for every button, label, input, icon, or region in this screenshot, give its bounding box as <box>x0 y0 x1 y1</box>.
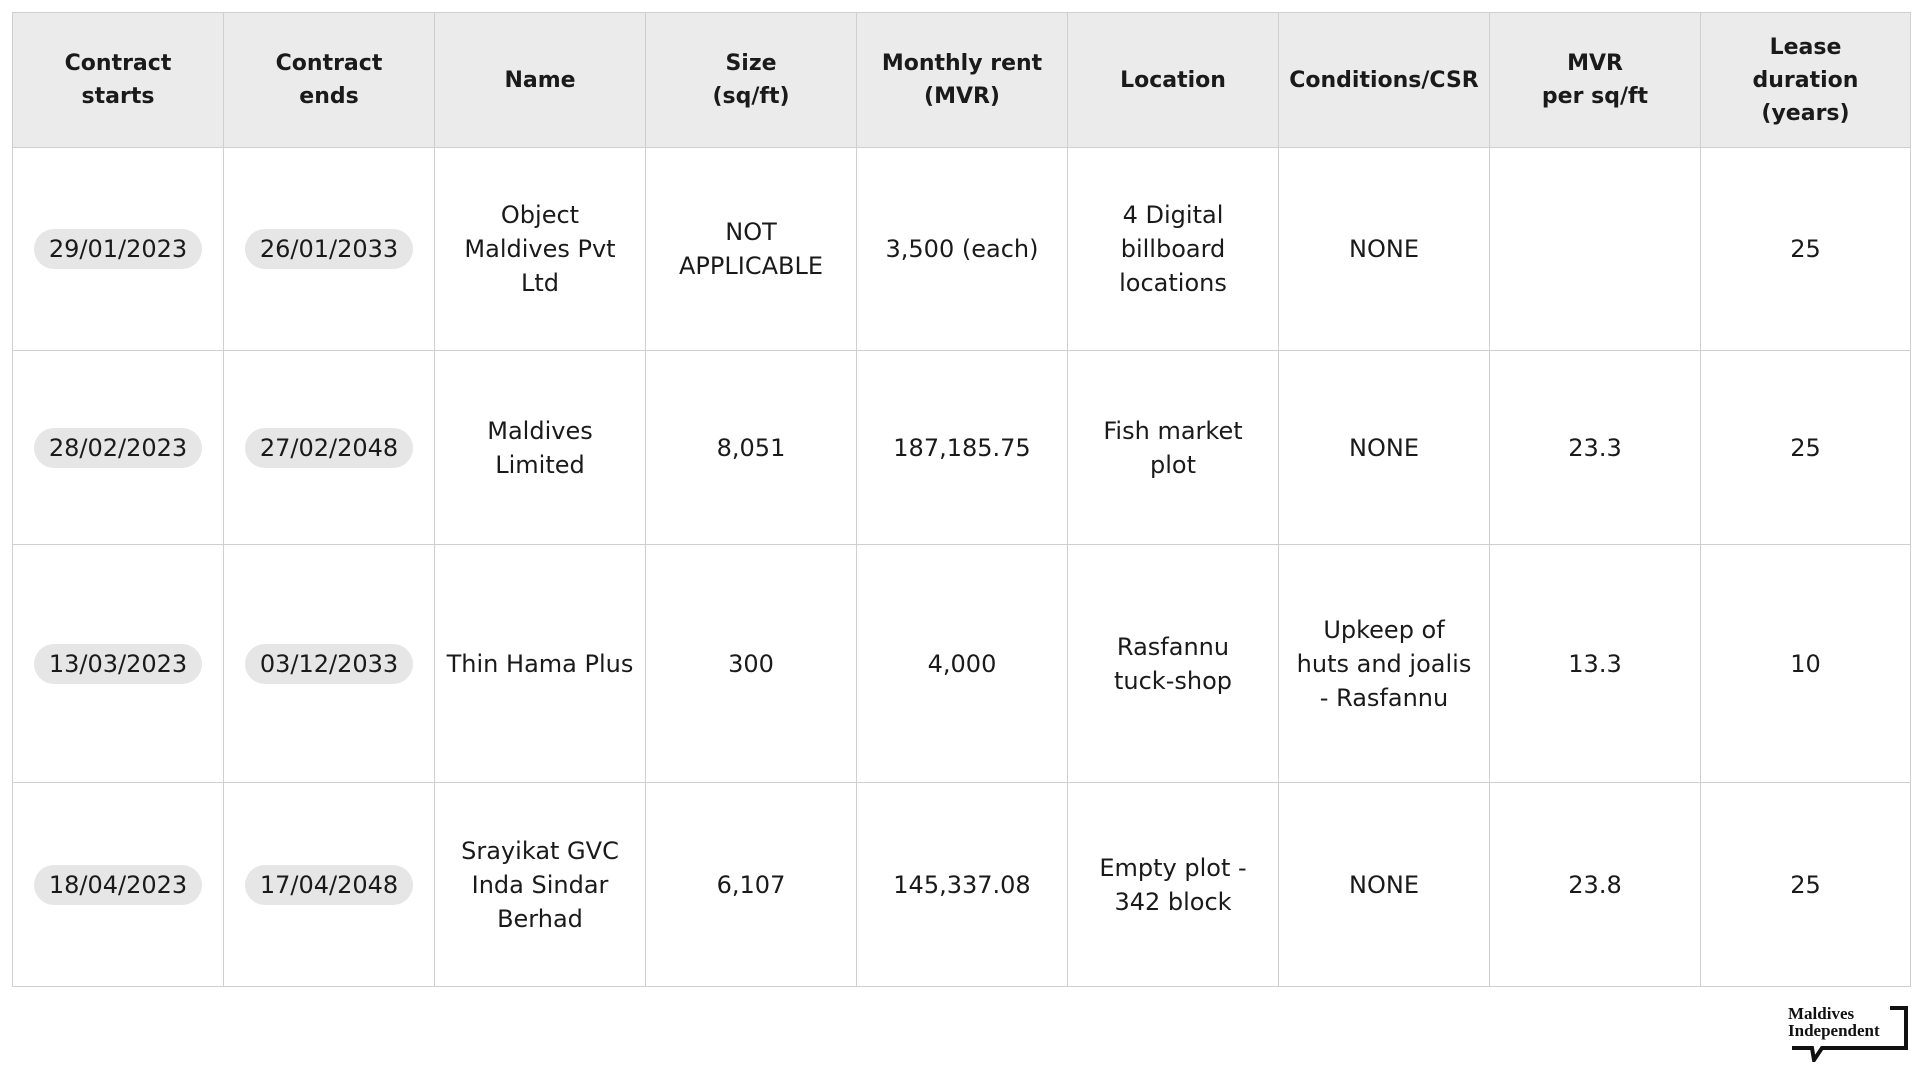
cell-mvr-per-sqft <box>1490 148 1701 351</box>
cell-contract-ends <box>224 148 435 351</box>
cell-name: Thin Hama Plus <box>435 545 646 783</box>
cell-conditions: NONE <box>1279 148 1490 351</box>
header-contract-ends: Contract ends <box>224 13 435 148</box>
cell-monthly-rent: 3,500 (each) <box>857 148 1068 351</box>
cell-name: Srayikat GVC Inda Sindar Berhad <box>435 783 646 987</box>
cell-conditions: NONE <box>1279 783 1490 987</box>
table-row <box>13 351 1911 545</box>
cell-size: 8,051 <box>646 351 857 545</box>
cell-lease-duration: 10 <box>1701 545 1911 783</box>
header-contract-starts: Contract starts <box>13 13 224 148</box>
date-pill: 26/01/2033 <box>245 229 413 269</box>
cell-location: 4 Digital billboard locations <box>1068 148 1279 351</box>
cell-location: Rasfannu tuck-shop <box>1068 545 1279 783</box>
table-row <box>13 148 1911 351</box>
cell-size: NOT APPLICABLE <box>646 148 857 351</box>
table-row <box>13 545 1911 783</box>
cell-lease-duration: 25 <box>1701 148 1911 351</box>
cell-contract-ends <box>224 545 435 783</box>
header-monthly-rent: Monthly rent (MVR) <box>857 13 1068 148</box>
cell-location: Fish market plot <box>1068 351 1279 545</box>
lease-contracts-table <box>12 12 1911 987</box>
cell-size: 6,107 <box>646 783 857 987</box>
svg-text:Independent: Independent <box>1788 1021 1880 1040</box>
date-pill: 18/04/2023 <box>34 865 202 905</box>
cell-contract-starts <box>13 351 224 545</box>
date-pill: 29/01/2023 <box>34 229 202 269</box>
header-mvr-per-sqft: MVR per sq/ft <box>1490 13 1701 148</box>
cell-location: Empty plot - 342 block <box>1068 783 1279 987</box>
cell-mvr-per-sqft: 13.3 <box>1490 545 1701 783</box>
date-pill: 03/12/2033 <box>245 644 413 684</box>
cell-contract-starts <box>13 783 224 987</box>
date-pill: 13/03/2023 <box>34 644 202 684</box>
cell-monthly-rent: 187,185.75 <box>857 351 1068 545</box>
cell-name: Object Maldives Pvt Ltd <box>435 148 646 351</box>
header-size: Size (sq/ft) <box>646 13 857 148</box>
cell-lease-duration: 25 <box>1701 783 1911 987</box>
cell-monthly-rent: 145,337.08 <box>857 783 1068 987</box>
cell-mvr-per-sqft: 23.3 <box>1490 351 1701 545</box>
table-row <box>13 783 1911 987</box>
cell-contract-ends <box>224 351 435 545</box>
header-location: Location <box>1068 13 1279 148</box>
cell-conditions: Upkeep of huts and joalis - Rasfannu <box>1279 545 1490 783</box>
date-pill: 17/04/2048 <box>245 865 413 905</box>
speech-bubble-logo-icon <box>1786 1002 1908 1062</box>
header-lease-duration: Lease duration (years) <box>1701 13 1911 148</box>
cell-contract-ends <box>224 783 435 987</box>
date-pill: 28/02/2023 <box>34 428 202 468</box>
header-name: Name <box>435 13 646 148</box>
header-conditions: Conditions/CSR <box>1279 13 1490 148</box>
cell-name: Maldives Limited <box>435 351 646 545</box>
maldives-independent-logo <box>1786 1002 1908 1062</box>
cell-size: 300 <box>646 545 857 783</box>
cell-lease-duration: 25 <box>1701 351 1911 545</box>
cell-contract-starts <box>13 148 224 351</box>
cell-monthly-rent: 4,000 <box>857 545 1068 783</box>
svg-text:Maldives: Maldives <box>1788 1004 1855 1023</box>
cell-conditions: NONE <box>1279 351 1490 545</box>
cell-mvr-per-sqft: 23.8 <box>1490 783 1701 987</box>
cell-contract-starts <box>13 545 224 783</box>
date-pill: 27/02/2048 <box>245 428 413 468</box>
table-header-row <box>13 13 1911 148</box>
